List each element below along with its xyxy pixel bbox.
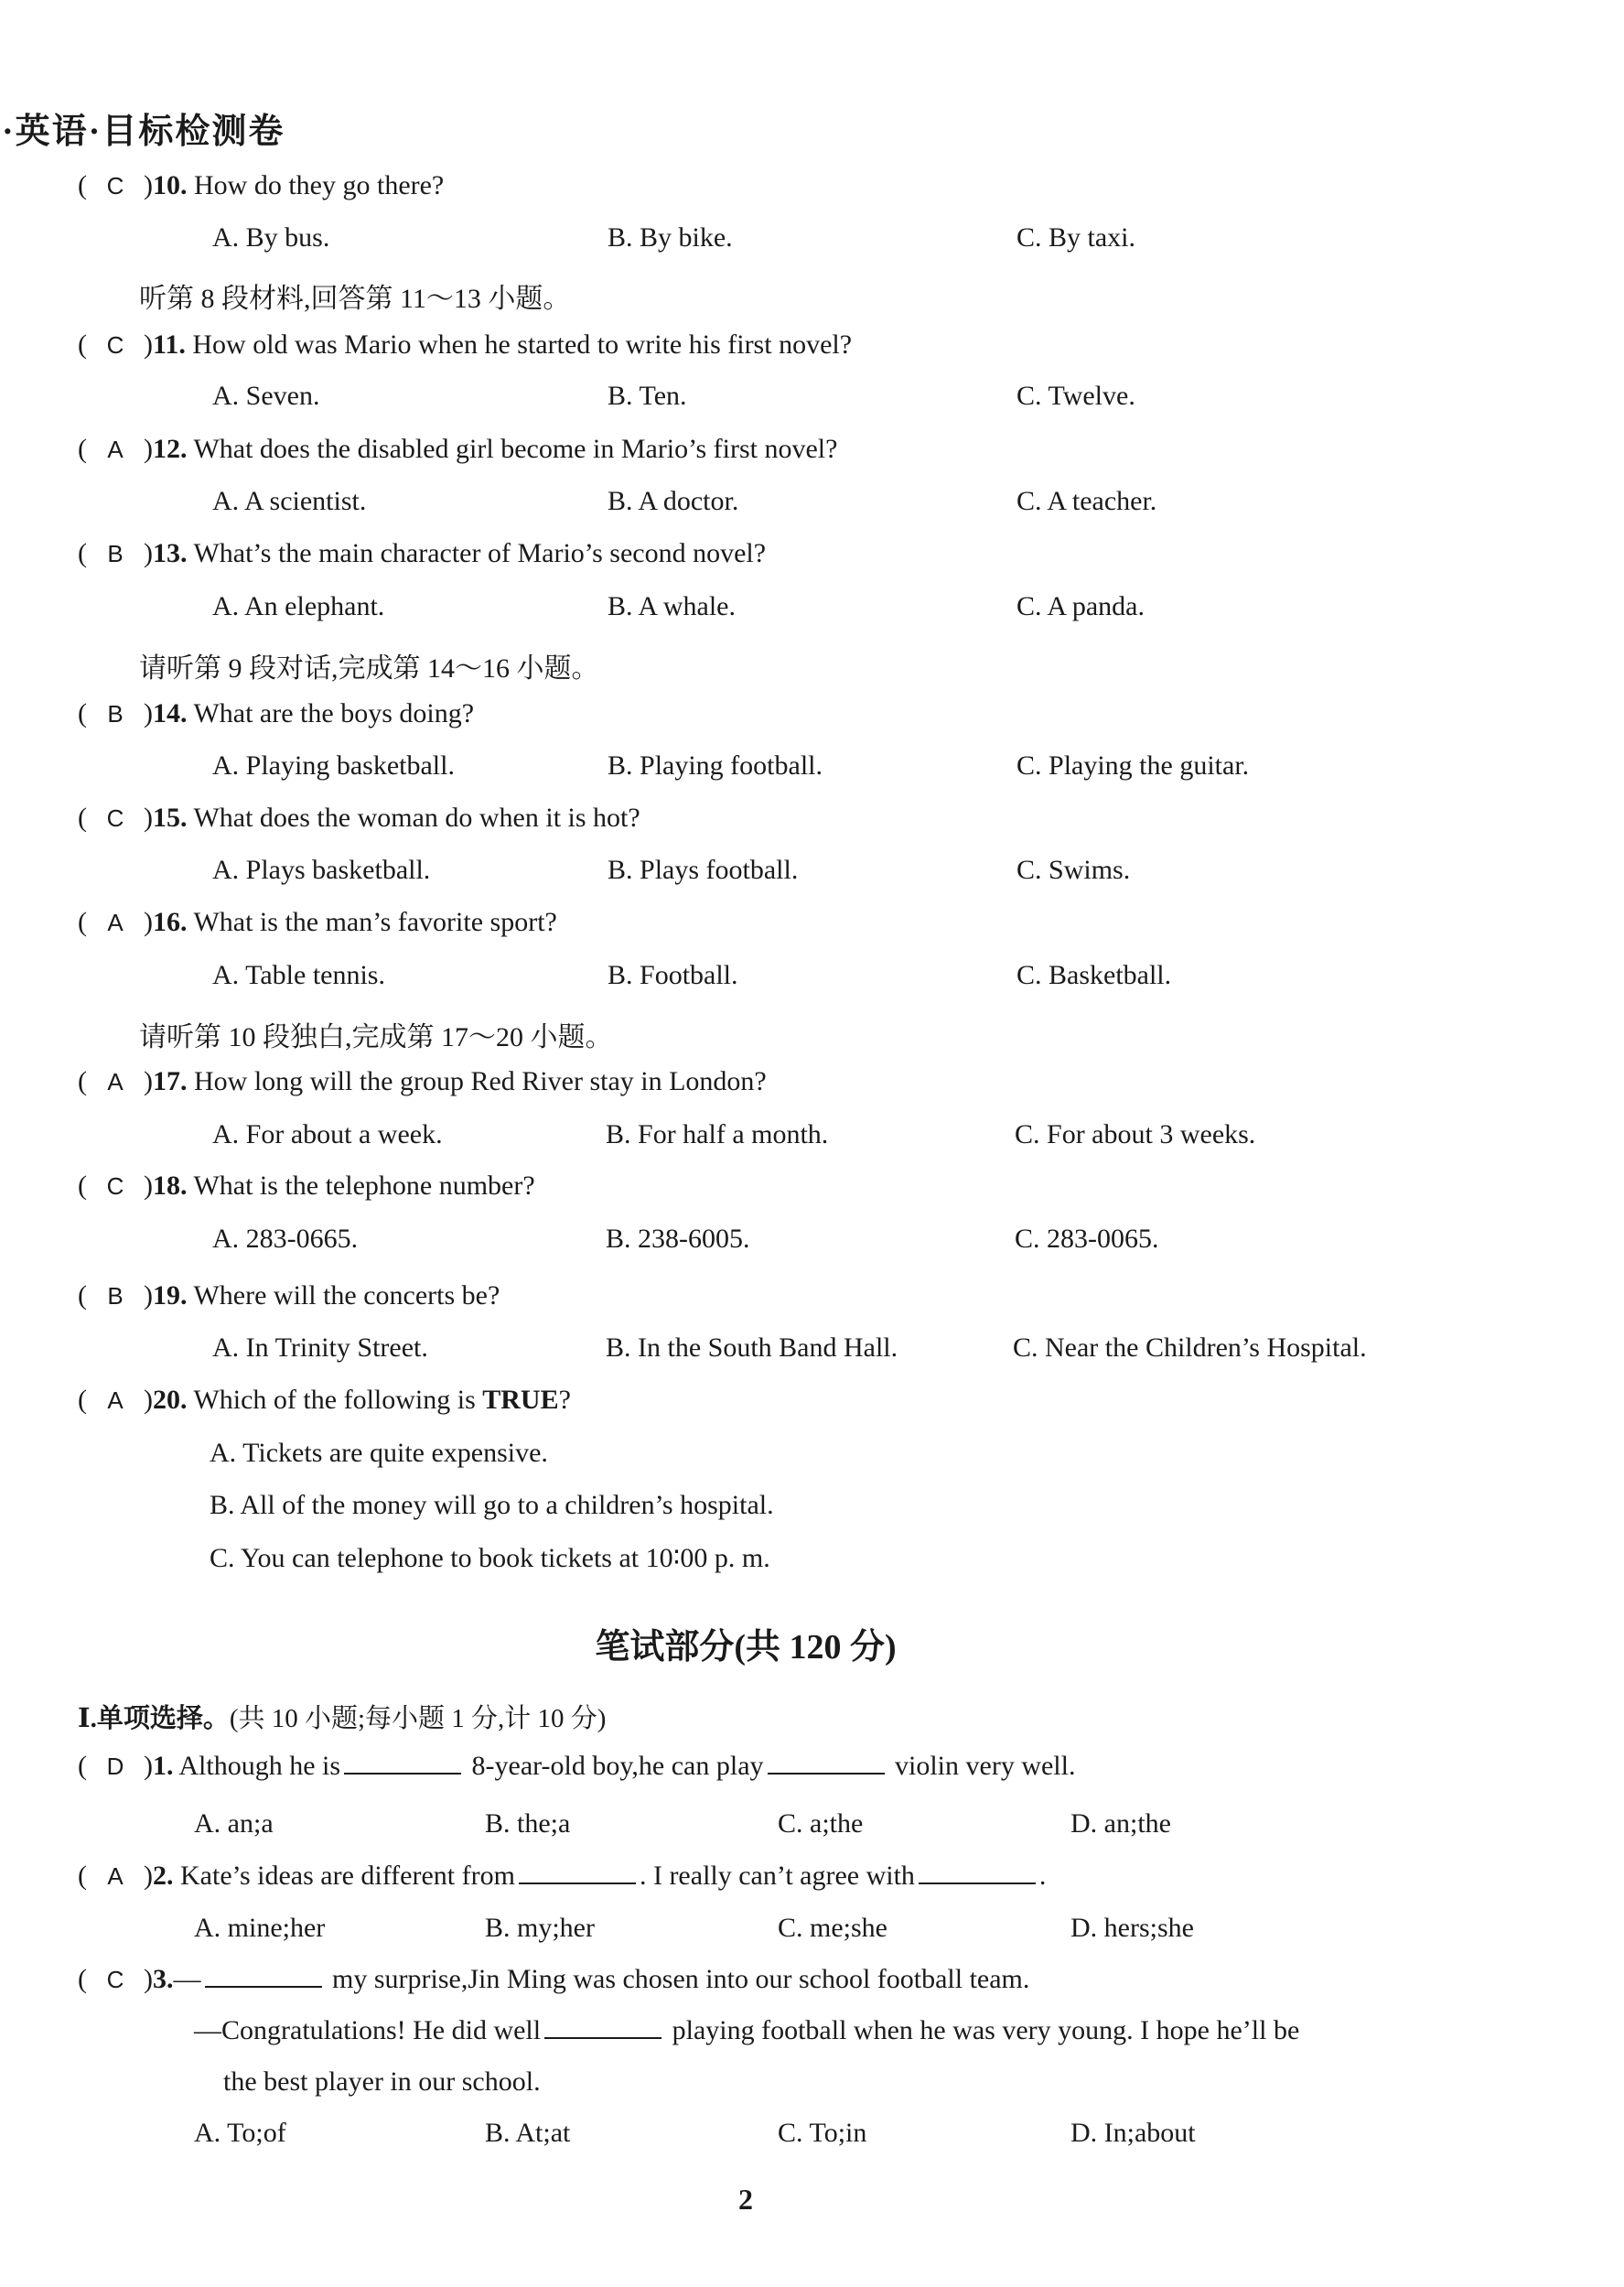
question-number: 10. bbox=[153, 170, 188, 200]
written-question-3-line-3: the best player in our school. bbox=[223, 2066, 541, 2097]
option-b: B. For half a month. bbox=[606, 1119, 829, 1149]
option-c: C. By taxi. bbox=[1016, 222, 1136, 253]
question-20: ( A )20. Which of the following is TRUE? bbox=[78, 1385, 571, 1415]
answer-mark: C bbox=[106, 1172, 124, 1200]
option-b: B. Football. bbox=[608, 960, 738, 990]
option-b: B. At;at bbox=[485, 2118, 571, 2148]
question-number: 11. bbox=[153, 329, 186, 360]
option-a: A. Seven. bbox=[212, 381, 320, 411]
option-a: A. An elephant. bbox=[212, 591, 385, 621]
blank bbox=[519, 1861, 636, 1884]
option-b: B. By bike. bbox=[608, 222, 733, 253]
answer-mark: C bbox=[106, 331, 124, 359]
answer-mark: C bbox=[106, 804, 124, 832]
option-c: C. me;she bbox=[778, 1913, 887, 1943]
question-12: ( A )12. What does the disabled girl become in Mario’s first novel? bbox=[78, 434, 838, 464]
written-question-2: ( A )2. Kate’s ideas are different from . I really can’t agree with . bbox=[78, 1861, 1047, 1891]
option-d: D. In;about bbox=[1070, 2118, 1196, 2148]
question-number: 3. bbox=[153, 1964, 174, 1994]
question-number: 2. bbox=[153, 1861, 174, 1891]
option-a: A. Plays basketball. bbox=[212, 855, 431, 885]
question-number: 13. bbox=[153, 538, 188, 568]
blank bbox=[544, 2015, 661, 2039]
option-c: C. To;in bbox=[778, 2118, 867, 2148]
question-18: ( C )18. What is the telephone number? bbox=[78, 1170, 535, 1201]
question-number: 15. bbox=[153, 803, 188, 833]
question-text: Which of the following is TRUE? bbox=[193, 1385, 571, 1415]
option-a: A. A scientist. bbox=[212, 486, 367, 516]
answer-mark: C bbox=[106, 172, 124, 200]
blank bbox=[768, 1751, 885, 1775]
question-number: 17. bbox=[153, 1066, 188, 1096]
question-text: How old was Mario when he started to write his first novel? bbox=[192, 329, 853, 360]
question-number: 14. bbox=[153, 698, 188, 728]
answer-mark: C bbox=[106, 1966, 124, 1993]
option-b: B. Plays football. bbox=[608, 855, 799, 885]
page-number: 2 bbox=[738, 2183, 753, 2216]
option-b: B. Ten. bbox=[608, 381, 687, 411]
option-d: D. an;the bbox=[1070, 1808, 1171, 1839]
option-a: A. For about a week. bbox=[212, 1119, 443, 1149]
question-14: ( B )14. What are the boys doing? bbox=[78, 698, 475, 728]
option-c: C. Swims. bbox=[1016, 855, 1131, 885]
option-c: C. For about 3 weeks. bbox=[1015, 1119, 1256, 1149]
option-c: C. a;the bbox=[778, 1808, 864, 1839]
question-text: What is the man’s favorite sport? bbox=[193, 907, 557, 937]
question-number: 12. bbox=[153, 434, 188, 464]
option-b: B. the;a bbox=[485, 1808, 571, 1839]
question-17: ( A )17. How long will the group Red River stay in London? bbox=[78, 1066, 767, 1096]
section-title: 笔试部分(共 120 分) bbox=[595, 1628, 897, 1667]
option-a: A. Playing basketball. bbox=[212, 750, 455, 781]
paren-open: ( bbox=[78, 170, 87, 200]
written-question-3: ( C )3.— my surprise,Jin Ming was chosen into our school football team. bbox=[78, 1964, 1030, 1994]
question-number: 16. bbox=[153, 907, 188, 937]
answer-mark: A bbox=[107, 1862, 124, 1890]
question-text: What does the disabled girl become in Mario’s first novel? bbox=[193, 434, 838, 464]
listening-instruction-8: 听第 8 段材料,回答第 11～13 小题。 bbox=[139, 284, 571, 314]
question-number: 18. bbox=[153, 1170, 188, 1201]
question-11: ( C )11. How old was Mario when he started to write his first novel? bbox=[78, 329, 853, 360]
question-15: ( C )15. What does the woman do when it is hot? bbox=[78, 803, 640, 833]
question-10: ( C )10. How do they go there? bbox=[78, 170, 445, 200]
answer-mark: B bbox=[107, 540, 124, 567]
answer-mark: B bbox=[107, 700, 124, 728]
question-16: ( A )16. What is the man’s favorite sport? bbox=[78, 907, 557, 937]
answer-mark: B bbox=[107, 1282, 124, 1310]
option-c: C. Twelve. bbox=[1016, 381, 1135, 411]
option-b: B. Playing football. bbox=[608, 750, 823, 781]
question-text: What is the telephone number? bbox=[193, 1170, 535, 1201]
option-c: C. A teacher. bbox=[1016, 486, 1157, 516]
blank bbox=[919, 1861, 1036, 1884]
option-c: C. Basketball. bbox=[1016, 960, 1172, 990]
option-d: D. hers;she bbox=[1070, 1913, 1194, 1943]
question-text: How do they go there? bbox=[194, 170, 445, 200]
question-text: Where will the concerts be? bbox=[193, 1280, 500, 1311]
question-number: 19. bbox=[153, 1280, 188, 1311]
option-a: A. Table tennis. bbox=[212, 960, 385, 990]
option-c: C. A panda. bbox=[1016, 591, 1145, 621]
option-c: C. Playing the guitar. bbox=[1016, 750, 1250, 781]
option-a: A. To;of bbox=[194, 2118, 286, 2148]
option-b: B. In the South Band Hall. bbox=[606, 1332, 898, 1363]
question-text: How long will the group Red River stay in London? bbox=[194, 1066, 767, 1096]
option-a: A. By bus. bbox=[212, 222, 330, 253]
option-c: C. 283-0065. bbox=[1015, 1224, 1159, 1254]
answer-mark: A bbox=[107, 1386, 124, 1414]
option-a: A. 283-0665. bbox=[212, 1224, 359, 1254]
listening-instruction-9: 请听第 9 段对话,完成第 14～16 小题。 bbox=[139, 653, 599, 684]
question-number: 20. bbox=[153, 1385, 188, 1415]
answer-mark: A bbox=[107, 909, 124, 936]
answer-mark: A bbox=[107, 1068, 124, 1095]
answer-mark: A bbox=[107, 436, 124, 463]
part-title: Ⅰ.单项选择。(共 10 小题;每小题 1 分,计 10 分) bbox=[78, 1704, 607, 1733]
option-b: B. A doctor. bbox=[608, 486, 739, 516]
page-header: ·英语·目标检测卷 bbox=[2, 113, 285, 151]
question-text: What does the woman do when it is hot? bbox=[193, 803, 640, 833]
question-text: What are the boys doing? bbox=[193, 698, 475, 728]
option-c: C. You can telephone to book tickets at 10∶00 p. m. bbox=[210, 1543, 770, 1573]
option-a: A. In Trinity Street. bbox=[212, 1332, 428, 1363]
listening-instruction-10: 请听第 10 段独白,完成第 17～20 小题。 bbox=[139, 1022, 613, 1052]
question-number: 1. bbox=[153, 1751, 174, 1781]
option-b: B. A whale. bbox=[608, 591, 736, 621]
option-a: A. mine;her bbox=[194, 1913, 326, 1943]
answer-mark: D bbox=[106, 1753, 124, 1780]
question-19: ( B )19. Where will the concerts be? bbox=[78, 1280, 500, 1311]
blank bbox=[344, 1751, 461, 1775]
option-a: A. an;a bbox=[194, 1808, 274, 1839]
option-c: C. Near the Children’s Hospital. bbox=[1013, 1332, 1367, 1363]
written-question-3-line-2: —Congratulations! He did well playing football when he was very young. I hope he’ll be bbox=[194, 2015, 1300, 2045]
option-b: B. All of the money will go to a children’s hospital. bbox=[210, 1490, 774, 1520]
question-13: ( B )13. What’s the main character of Mario’s second novel? bbox=[78, 538, 767, 568]
blank bbox=[205, 1964, 322, 1988]
option-a: A. Tickets are quite expensive. bbox=[210, 1438, 548, 1468]
written-question-1: ( D )1. Although he is 8-year-old boy,he can play violin very well. bbox=[78, 1751, 1076, 1781]
option-b: B. my;her bbox=[485, 1913, 595, 1943]
option-b: B. 238-6005. bbox=[606, 1224, 750, 1254]
question-text: What’s the main character of Mario’s second novel? bbox=[193, 538, 767, 568]
